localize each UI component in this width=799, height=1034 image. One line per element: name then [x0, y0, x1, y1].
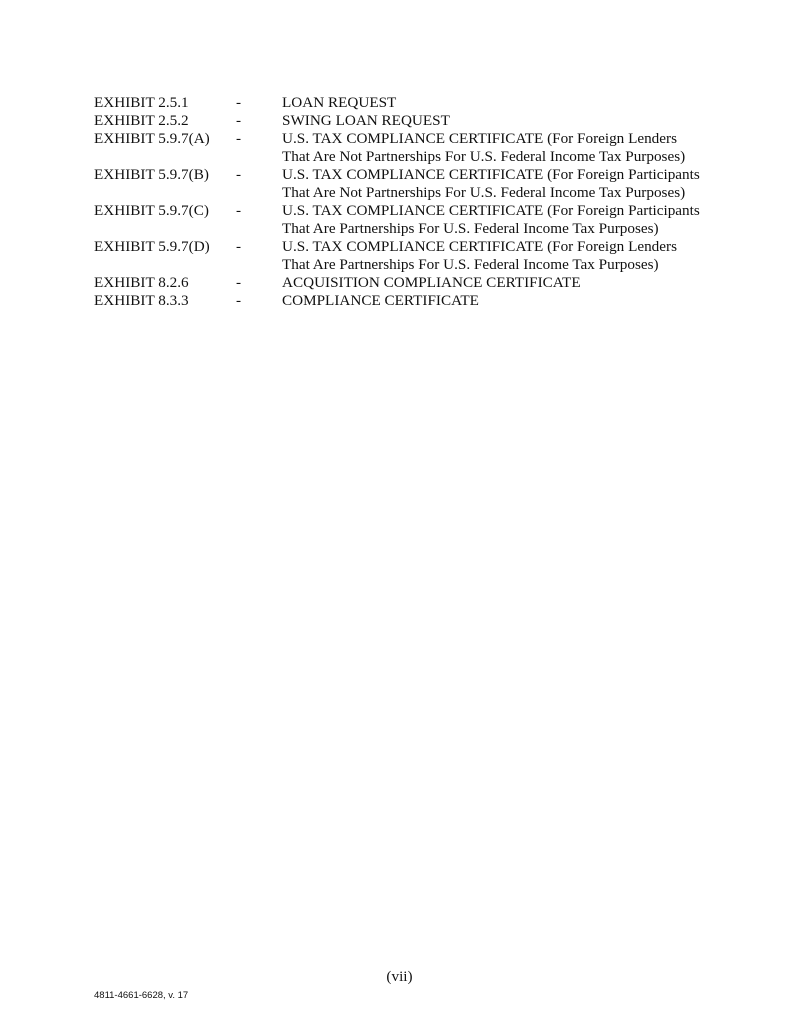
exhibit-row	[94, 94, 734, 112]
exhibit-dash: -	[236, 202, 242, 219]
exhibit-title: COMPLIANCE CERTIFICATE	[282, 292, 479, 309]
page-number: (vii)	[386, 968, 413, 985]
exhibit-dash: -	[236, 238, 242, 255]
exhibit-dash: -	[236, 166, 242, 183]
exhibit-number: EXHIBIT 2.5.2	[94, 112, 189, 129]
exhibit-title: U.S. TAX COMPLIANCE CERTIFICATE (For Foreign Participants That Are Not Partnerships For U.S. Federal Income Tax Purposes)	[282, 166, 700, 201]
exhibit-number: EXHIBIT 8.3.3	[94, 292, 189, 309]
exhibit-row	[94, 202, 734, 238]
exhibit-number: EXHIBIT 5.9.7(C)	[94, 202, 209, 219]
exhibit-number: EXHIBIT 8.2.6	[94, 274, 189, 291]
exhibit-title: U.S. TAX COMPLIANCE CERTIFICATE (For Foreign Participants That Are Partnerships For U.S. Federal Income Tax Purposes)	[282, 202, 700, 237]
exhibit-dash: -	[236, 130, 242, 147]
exhibit-title: U.S. TAX COMPLIANCE CERTIFICATE (For Foreign Lenders That Are Not Partnerships For U.S. Federal Income Tax Purposes)	[282, 130, 686, 165]
exhibit-number: EXHIBIT 5.9.7(D)	[94, 238, 210, 255]
exhibit-row	[94, 130, 734, 166]
exhibit-list	[94, 94, 734, 310]
exhibit-title: SWING LOAN REQUEST	[282, 112, 450, 129]
exhibit-dash: -	[236, 274, 242, 291]
exhibit-title: LOAN REQUEST	[282, 94, 397, 111]
exhibit-row	[94, 292, 734, 310]
exhibit-dash: -	[236, 94, 242, 111]
exhibit-number: EXHIBIT 5.9.7(B)	[94, 166, 209, 183]
exhibit-number: EXHIBIT 5.9.7(A)	[94, 130, 210, 147]
exhibit-dash: -	[236, 292, 242, 309]
document-id: 4811-4661-6628, v. 17	[94, 990, 189, 1001]
exhibit-row	[94, 274, 734, 292]
exhibit-row	[94, 166, 734, 202]
exhibit-number: EXHIBIT 2.5.1	[94, 94, 189, 111]
exhibit-dash: -	[236, 112, 242, 129]
exhibit-row	[94, 112, 734, 130]
exhibit-row	[94, 238, 734, 274]
exhibit-title: U.S. TAX COMPLIANCE CERTIFICATE (For Foreign Lenders That Are Partnerships For U.S. Federal Income Tax Purposes)	[282, 238, 677, 273]
exhibit-title: ACQUISITION COMPLIANCE CERTIFICATE	[282, 274, 581, 291]
